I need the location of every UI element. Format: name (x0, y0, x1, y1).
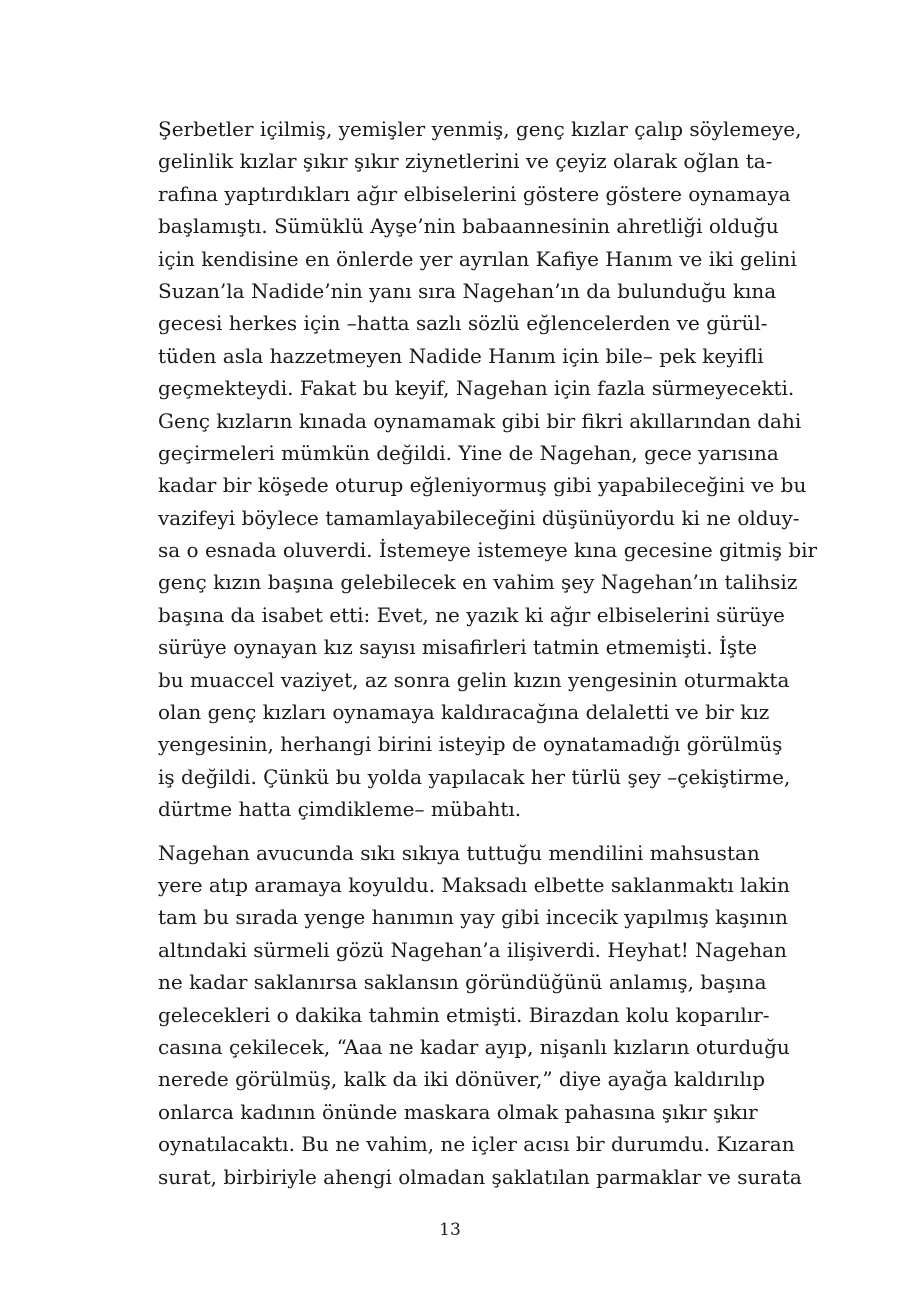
text-line: rafına yaptırdıkları ağır elbiselerini göstere göstere oynamaya (158, 181, 791, 206)
text-line: dürtme hatta çimdikleme– mübahtı. (158, 797, 522, 822)
text-line: yere atıp aramaya koyuldu. Maksadı elbette saklanmaktı lakin (158, 872, 790, 897)
text-line: Genç kızların kınada oynamamak gibi bir fikri akıllarından dahi (158, 408, 802, 433)
text-line: genç kızın başına gelebilecek en vahim şey Nagehan’ın talihsiz (158, 570, 798, 595)
text-line: olan genç kızları oynamaya kaldıracağına delaletti ve bir kız (158, 700, 770, 725)
text-line: altındaki sürmeli gözü Nagehan’a ilişiverdi. Heyhat! Nagehan (158, 937, 787, 962)
text-line: başına da isabet etti: Evet, ne yazık ki ağır elbiselerini sürüye (158, 602, 785, 627)
text-line: geçirmeleri mümkün değildi. Yine de Nagehan, gece yarısına (158, 440, 779, 465)
text-line: surat, birbiriyle ahengi olmadan şaklatılan parmaklar ve surata (158, 1164, 802, 1189)
text-line: sa o esnada oluverdi. İstemeye istemeye kına gecesine gitmiş bir (158, 538, 818, 563)
body-text (158, 113, 818, 1193)
text-line: Suzan’la Nadide’nin yanı sıra Nagehan’ın da bulunduğu kına (158, 278, 777, 303)
text-line: vazifeyi böylece tamamlayabileceğini düşünüyordu ki ne olduy- (158, 505, 800, 530)
text-line: başlamıştı. Sümüklü Ayşe’nin babaannesinin ahretliği olduğu (158, 214, 779, 239)
text-line: casına çekilecek, “Aaa ne kadar ayıp, nişanlı kızların oturduğu (158, 1034, 790, 1059)
page-number: 13 (439, 1220, 461, 1240)
text-line: için kendisine en önlerde yer ayrılan Kafiye Hanım ve iki gelini (158, 246, 797, 271)
text-line: sürüye oynayan kız sayısı misafirleri tatmin etmemişti. İşte (158, 635, 758, 660)
text-line: gelinlik kızlar şıkır şıkır ziynetlerini ve çeyiz olarak oğlan ta- (158, 149, 773, 174)
text-line: Nagehan avucunda sıkı sıkıya tuttuğu mendilini mahsustan (158, 840, 760, 865)
paragraph (158, 113, 818, 826)
text-line: yengesinin, herhangi birini isteyip de oynatamadığı görülmüş (158, 732, 783, 757)
text-line: nerede görülmüş, kalk da iki dönüver,” diye ayağa kaldırılıp (158, 1067, 766, 1092)
text-line: tam bu sırada yenge hanımın yay gibi incecik yapılmış kaşının (158, 905, 788, 930)
text-line: geçmekteydi. Fakat bu keyif, Nagehan için fazla sürmeyecekti. (158, 376, 795, 401)
text-line: Şerbetler içilmiş, yemişler yenmiş, genç kızlar çalıp söylemeye, (158, 117, 802, 141)
text-line: ne kadar saklanırsa saklansın göründüğünü anlamış, başına (158, 970, 767, 995)
text-line: oynatılacaktı. Bu ne vahim, ne içler acısı bir durumdu. Kızaran (158, 1132, 795, 1157)
text-line: iş değildi. Çünkü bu yolda yapılacak her türlü şey –çekiştirme, (158, 764, 791, 789)
text-line: kadar bir köşede oturup eğleniyormuş gibi yapabileceğini ve bu (158, 473, 807, 498)
text-line: tüden asla hazzetmeyen Nadide Hanım için bile– pek keyifli (158, 343, 764, 368)
text-line: gelecekleri o dakika tahmin etmişti. Birazdan kolu koparılır- (158, 1002, 770, 1027)
text-line: onlarca kadının önünde maskara olmak pahasına şıkır şıkır (158, 1099, 758, 1124)
paragraph (158, 837, 802, 1193)
paragraph-gap (158, 826, 746, 837)
text-line: bu muaccel vaziyet, az sonra gelin kızın yengesinin oturmakta (158, 667, 790, 692)
text-line: gecesi herkes için –hatta sazlı sözlü eğlencelerden ve gürül- (158, 311, 768, 336)
